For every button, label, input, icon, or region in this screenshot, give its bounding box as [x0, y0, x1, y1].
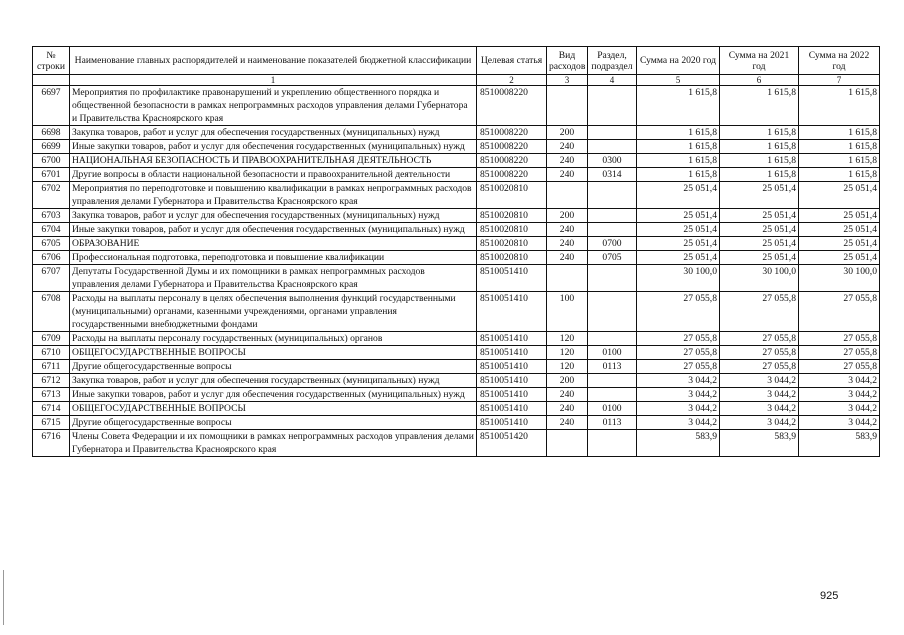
- row-section: 0314: [588, 168, 637, 182]
- row-number: 6706: [33, 251, 70, 265]
- row-sum-2020: 25 051,4: [637, 223, 720, 237]
- row-expense-type: 240: [547, 388, 588, 402]
- row-sum-2020: 3 044,2: [637, 388, 720, 402]
- row-expense-type: 120: [547, 332, 588, 346]
- row-sum-2022: 1 615,8: [799, 168, 880, 182]
- row-sum-2022: 27 055,8: [799, 360, 880, 374]
- row-sum-2021: 30 100,0: [720, 265, 799, 292]
- row-target-article: 8510051410: [477, 332, 547, 346]
- row-sum-2020: 3 044,2: [637, 402, 720, 416]
- row-name: Иные закупки товаров, работ и услуг для обеспечения государственных (муниципальных) нужд: [70, 223, 477, 237]
- row-target-article: 8510020810: [477, 182, 547, 209]
- row-section: [588, 388, 637, 402]
- table-row: [33, 388, 880, 402]
- row-sum-2021: 25 051,4: [720, 182, 799, 209]
- table-row: [33, 360, 880, 374]
- row-target-article: 8510008220: [477, 86, 547, 126]
- row-number: 6708: [33, 292, 70, 332]
- row-name: ОБЩЕГОСУДАРСТВЕННЫЕ ВОПРОСЫ: [70, 346, 477, 360]
- row-expense-type: 240: [547, 402, 588, 416]
- row-target-article: 8510051410: [477, 416, 547, 430]
- row-name: Закупка товаров, работ и услуг для обеспечения государственных (муниципальных) нужд: [70, 209, 477, 223]
- row-sum-2022: 25 051,4: [799, 223, 880, 237]
- row-name: Другие общегосударственные вопросы: [70, 360, 477, 374]
- row-target-article: 8510051410: [477, 402, 547, 416]
- header-sum-2020: Сумма на 2020 год: [637, 47, 720, 75]
- table-row: [33, 86, 880, 126]
- table-row: [33, 168, 880, 182]
- row-target-article: 8510051420: [477, 430, 547, 457]
- page-number: 925: [820, 590, 839, 602]
- table-row: [33, 237, 880, 251]
- row-number: 6713: [33, 388, 70, 402]
- row-expense-type: 120: [547, 360, 588, 374]
- row-number: 6699: [33, 140, 70, 154]
- row-sum-2021: 27 055,8: [720, 346, 799, 360]
- row-name: Депутаты Государственной Думы и их помощники в рамках непрограммных расходов управления делами Губернатора и Правительства Красноярского края: [70, 265, 477, 292]
- row-expense-type: 240: [547, 140, 588, 154]
- row-name: Закупка товаров, работ и услуг для обеспечения государственных (муниципальных) нужд: [70, 126, 477, 140]
- row-target-article: 8510051410: [477, 265, 547, 292]
- row-sum-2021: 1 615,8: [720, 140, 799, 154]
- row-sum-2021: 1 615,8: [720, 86, 799, 126]
- row-sum-2022: 1 615,8: [799, 140, 880, 154]
- table-row: [33, 182, 880, 209]
- row-sum-2022: 3 044,2: [799, 402, 880, 416]
- header-expense-type: Вид расходов: [547, 47, 588, 75]
- row-expense-type: 120: [547, 346, 588, 360]
- row-sum-2021: 3 044,2: [720, 402, 799, 416]
- row-sum-2021: 25 051,4: [720, 209, 799, 223]
- row-sum-2021: 27 055,8: [720, 360, 799, 374]
- row-sum-2022: 25 051,4: [799, 251, 880, 265]
- row-name: Члены Совета Федерации и их помощники в рамках непрограммных расходов управления делами Губернатора и Правительства Красноярского края: [70, 430, 477, 457]
- row-expense-type: 240: [547, 416, 588, 430]
- scan-edge-mark: [3, 570, 4, 625]
- header-row-number: № строки: [33, 47, 70, 75]
- table-column-numbers-row: [33, 75, 880, 86]
- row-number: 6714: [33, 402, 70, 416]
- row-section: [588, 209, 637, 223]
- row-sum-2021: 3 044,2: [720, 416, 799, 430]
- row-section: 0700: [588, 237, 637, 251]
- row-section: 0113: [588, 360, 637, 374]
- column-number: 4: [588, 75, 637, 86]
- row-expense-type: 240: [547, 154, 588, 168]
- row-sum-2022: 583,9: [799, 430, 880, 457]
- row-number: 6698: [33, 126, 70, 140]
- row-section: [588, 265, 637, 292]
- row-section: 0113: [588, 416, 637, 430]
- table-row: [33, 346, 880, 360]
- row-sum-2020: 25 051,4: [637, 209, 720, 223]
- row-sum-2022: 25 051,4: [799, 237, 880, 251]
- row-expense-type: 240: [547, 237, 588, 251]
- row-expense-type: [547, 430, 588, 457]
- row-target-article: 8510020810: [477, 223, 547, 237]
- row-expense-type: 200: [547, 209, 588, 223]
- row-name: Другие общегосударственные вопросы: [70, 416, 477, 430]
- table-row: [33, 430, 880, 457]
- row-target-article: 8510008220: [477, 154, 547, 168]
- column-number: 1: [70, 75, 477, 86]
- row-name: Расходы на выплаты персоналу в целях обеспечения выполнения функций государственными (муниципальными) органами, казенными учреждениями, органами управления государственными внебюджетными фондами: [70, 292, 477, 332]
- row-number: 6711: [33, 360, 70, 374]
- row-name: Профессиональная подготовка, переподготовка и повышение квалификации: [70, 251, 477, 265]
- row-sum-2021: 583,9: [720, 430, 799, 457]
- table-row: [33, 209, 880, 223]
- table-row: [33, 292, 880, 332]
- row-name: Иные закупки товаров, работ и услуг для обеспечения государственных (муниципальных) нужд: [70, 140, 477, 154]
- row-number: 6710: [33, 346, 70, 360]
- table-row: [33, 402, 880, 416]
- row-sum-2022: 3 044,2: [799, 388, 880, 402]
- row-section: 0100: [588, 346, 637, 360]
- row-number: 6703: [33, 209, 70, 223]
- row-section: [588, 292, 637, 332]
- row-sum-2021: 25 051,4: [720, 223, 799, 237]
- row-target-article: 8510020810: [477, 251, 547, 265]
- row-target-article: 8510020810: [477, 237, 547, 251]
- row-sum-2021: 3 044,2: [720, 388, 799, 402]
- table-row: [33, 251, 880, 265]
- row-sum-2020: 27 055,8: [637, 360, 720, 374]
- table-row: [33, 154, 880, 168]
- row-sum-2022: 1 615,8: [799, 86, 880, 126]
- table-header-row: [33, 47, 880, 75]
- row-target-article: 8510051410: [477, 388, 547, 402]
- row-name: Закупка товаров, работ и услуг для обеспечения государственных (муниципальных) нужд: [70, 374, 477, 388]
- column-number: 6: [720, 75, 799, 86]
- table-row: [33, 332, 880, 346]
- row-number: 6707: [33, 265, 70, 292]
- row-name: Мероприятия по переподготовке и повышению квалификации в рамках непрограммных расходов управления делами Губернатора и Правительства Красноярского края: [70, 182, 477, 209]
- row-target-article: 8510051410: [477, 292, 547, 332]
- row-sum-2022: 3 044,2: [799, 374, 880, 388]
- row-section: [588, 126, 637, 140]
- row-number: 6712: [33, 374, 70, 388]
- row-sum-2022: 25 051,4: [799, 209, 880, 223]
- row-sum-2020: 3 044,2: [637, 416, 720, 430]
- column-number: 7: [799, 75, 880, 86]
- row-expense-type: 100: [547, 292, 588, 332]
- table-row: [33, 140, 880, 154]
- row-expense-type: [547, 182, 588, 209]
- row-target-article: 8510020810: [477, 209, 547, 223]
- row-target-article: 8510051410: [477, 374, 547, 388]
- row-sum-2020: 25 051,4: [637, 251, 720, 265]
- row-expense-type: 240: [547, 223, 588, 237]
- row-number: 6704: [33, 223, 70, 237]
- header-name: Наименование главных распорядителей и наименование показателей бюджетной классификации: [70, 47, 477, 75]
- row-name: ОБЩЕГОСУДАРСТВЕННЫЕ ВОПРОСЫ: [70, 402, 477, 416]
- row-target-article: 8510051410: [477, 346, 547, 360]
- row-section: [588, 182, 637, 209]
- row-expense-type: 200: [547, 126, 588, 140]
- row-sum-2022: 30 100,0: [799, 265, 880, 292]
- header-sum-2022: Сумма на 2022 год: [799, 47, 880, 75]
- row-target-article: 8510008220: [477, 168, 547, 182]
- row-target-article: 8510008220: [477, 140, 547, 154]
- row-target-article: 8510051410: [477, 360, 547, 374]
- row-sum-2021: 25 051,4: [720, 251, 799, 265]
- row-section: [588, 332, 637, 346]
- row-sum-2020: 25 051,4: [637, 182, 720, 209]
- row-sum-2022: 27 055,8: [799, 332, 880, 346]
- row-sum-2021: 25 051,4: [720, 237, 799, 251]
- row-expense-type: [547, 265, 588, 292]
- table-row: [33, 223, 880, 237]
- row-name: НАЦИОНАЛЬНАЯ БЕЗОПАСНОСТЬ И ПРАВООХРАНИТЕЛЬНАЯ ДЕЯТЕЛЬНОСТЬ: [70, 154, 477, 168]
- column-number: 3: [547, 75, 588, 86]
- row-name: Расходы на выплаты персоналу государственных (муниципальных) органов: [70, 332, 477, 346]
- row-sum-2022: 1 615,8: [799, 154, 880, 168]
- row-name: Другие вопросы в области национальной безопасности и правоохранительной деятельности: [70, 168, 477, 182]
- row-section: 0100: [588, 402, 637, 416]
- row-sum-2021: 3 044,2: [720, 374, 799, 388]
- row-number: 6709: [33, 332, 70, 346]
- row-sum-2020: 1 615,8: [637, 154, 720, 168]
- row-sum-2022: 27 055,8: [799, 346, 880, 360]
- row-section: [588, 140, 637, 154]
- column-number: 2: [477, 75, 547, 86]
- row-number: 6716: [33, 430, 70, 457]
- row-sum-2022: 25 051,4: [799, 182, 880, 209]
- table-row: [33, 265, 880, 292]
- column-number: 5: [637, 75, 720, 86]
- row-sum-2022: 1 615,8: [799, 126, 880, 140]
- row-sum-2020: 583,9: [637, 430, 720, 457]
- row-sum-2020: 27 055,8: [637, 346, 720, 360]
- row-expense-type: 240: [547, 251, 588, 265]
- row-number: 6705: [33, 237, 70, 251]
- row-sum-2020: 1 615,8: [637, 86, 720, 126]
- row-sum-2020: 30 100,0: [637, 265, 720, 292]
- row-expense-type: 240: [547, 168, 588, 182]
- row-sum-2022: 3 044,2: [799, 416, 880, 430]
- row-number: 6697: [33, 86, 70, 126]
- row-sum-2020: 1 615,8: [637, 126, 720, 140]
- row-sum-2022: 27 055,8: [799, 292, 880, 332]
- row-name: ОБРАЗОВАНИЕ: [70, 237, 477, 251]
- budget-document-page: [32, 46, 879, 457]
- row-section: [588, 374, 637, 388]
- row-section: 0705: [588, 251, 637, 265]
- row-sum-2020: 1 615,8: [637, 140, 720, 154]
- row-sum-2020: 1 615,8: [637, 168, 720, 182]
- budget-table: [32, 46, 880, 457]
- header-target-article: Целевая статья: [477, 47, 547, 75]
- row-sum-2021: 27 055,8: [720, 292, 799, 332]
- row-name: Мероприятия по профилактике правонарушений и укреплению общественного порядка и общественной безопасности в рамках непрограммных расходов управления делами Губернатора и Правительства Красноярского края: [70, 86, 477, 126]
- row-target-article: 8510008220: [477, 126, 547, 140]
- row-sum-2021: 1 615,8: [720, 154, 799, 168]
- row-number: 6700: [33, 154, 70, 168]
- table-row: [33, 416, 880, 430]
- table-row: [33, 374, 880, 388]
- row-expense-type: 200: [547, 374, 588, 388]
- row-section: [588, 86, 637, 126]
- row-section: [588, 223, 637, 237]
- header-sum-2021: Сумма на 2021 год: [720, 47, 799, 75]
- row-name: Иные закупки товаров, работ и услуг для обеспечения государственных (муниципальных) нужд: [70, 388, 477, 402]
- row-sum-2020: 27 055,8: [637, 292, 720, 332]
- column-number-empty: [33, 75, 70, 86]
- row-number: 6715: [33, 416, 70, 430]
- table-row: [33, 126, 880, 140]
- row-section: 0300: [588, 154, 637, 168]
- row-sum-2020: 27 055,8: [637, 332, 720, 346]
- row-expense-type: [547, 86, 588, 126]
- row-sum-2021: 27 055,8: [720, 332, 799, 346]
- table-body: [33, 86, 880, 457]
- row-sum-2020: 3 044,2: [637, 374, 720, 388]
- row-sum-2021: 1 615,8: [720, 126, 799, 140]
- row-sum-2020: 25 051,4: [637, 237, 720, 251]
- row-section: [588, 430, 637, 457]
- row-number: 6701: [33, 168, 70, 182]
- row-sum-2021: 1 615,8: [720, 168, 799, 182]
- header-section: Раздел, подраздел: [588, 47, 637, 75]
- row-number: 6702: [33, 182, 70, 209]
